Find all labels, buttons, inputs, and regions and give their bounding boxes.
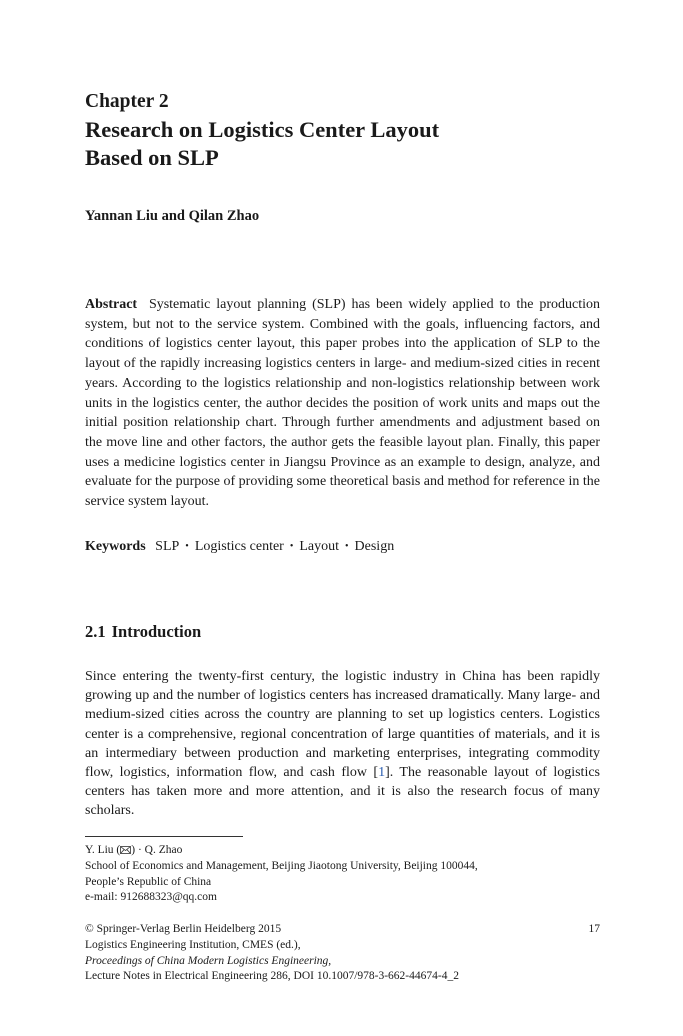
copyright-block bbox=[85, 922, 600, 985]
chapter-label: Chapter 2 bbox=[85, 91, 169, 112]
keyword-item: Layout bbox=[299, 539, 340, 554]
keyword-separator-dot: • bbox=[345, 541, 349, 553]
footnote-author-text: Y. Liu ( bbox=[85, 844, 121, 856]
keywords bbox=[85, 537, 394, 556]
abstract bbox=[85, 295, 600, 512]
chapter-title-line-1: Research on Logistics Center Layout bbox=[85, 117, 440, 142]
footnote-affiliation: School of Economics and Management, Beijing Jiaotong University, Beijing 100044, bbox=[85, 859, 478, 872]
section-title: Introduction bbox=[111, 622, 202, 641]
abstract-label: Abstract bbox=[85, 297, 138, 312]
keyword-item: SLP bbox=[155, 539, 180, 554]
keyword-item: Logistics center bbox=[194, 539, 284, 554]
footnote-country: People’s Republic of China bbox=[85, 875, 212, 888]
author-list: Yannan Liu and Qilan Zhao bbox=[85, 208, 260, 224]
abstract-text: Systematic layout planning (SLP) has been widely applied to the production system, but not to the service system. Combined with the goals, influencing factors, and conditions of logistics center layout, this paper probes into the application of SLP to the layout of the rapidly increasing logistics centers in large- and medium-sized cities in recent years. According to the logistics relationship and non-logistics relationship between work units in the logistics center, the author decides the position of work units and maps out the initial position relationship chart. Through further amendments and adjustment based on the move line and other factors, the author gets the feasible layout plan. Finally, this paper uses a medicine logistics center in Jiangsu Province as an example to design, analyze, and evaluate for the purpose of providing some theoretical basis and method for reference in the service system layout. bbox=[85, 297, 600, 510]
copyright-line: Proceedings of China Modern Logistics Engineering, bbox=[85, 954, 332, 967]
section-number: 2.1 bbox=[85, 622, 106, 641]
intro-text: ]. The reasonable layout of logistics centers has taken more and more attention, and it is also the research focus of many scholars. bbox=[85, 765, 600, 819]
footnote-author-text: ) · Q. Zhao bbox=[131, 844, 183, 856]
intro-text: Since entering the twenty-first century, the logistic industry in China has been rapidly growing up and the number of logistics centers has increased dramatically. Many large- and medium-sized cities across the country are planning to set up logistics centers. Logistics center is a comprehensive, regional concentration of large quantities of materials, and it is an intermediary between production and marketing enterprises, integrating commodity flow, logistics, information flow, and cash flow [ bbox=[85, 669, 600, 781]
keywords-label: Keywords bbox=[85, 539, 146, 554]
chapter-title bbox=[85, 116, 600, 172]
copyright-line: Logistics Engineering Institution, CMES (ed.), bbox=[85, 938, 301, 951]
copyright-line: Lecture Notes in Electrical Engineering 286, DOI 10.1007/978-3-662-44674-4_2 bbox=[85, 970, 459, 983]
footnote-email: e-mail: 912688323@qq.com bbox=[85, 891, 217, 904]
keyword-separator-dot: • bbox=[185, 541, 189, 553]
keyword-item: Design bbox=[354, 539, 395, 554]
footnote-divider bbox=[85, 836, 243, 837]
footnote-authors bbox=[85, 843, 600, 859]
citation-link[interactable]: 1 bbox=[378, 765, 386, 781]
author-footnote bbox=[85, 843, 600, 906]
section-heading bbox=[85, 621, 201, 643]
copyright-line: © Springer-Verlag Berlin Heidelberg 2015 bbox=[85, 923, 282, 935]
chapter-title-line-2: Based on SLP bbox=[85, 145, 219, 170]
page-number: 17 bbox=[588, 923, 600, 935]
keyword-separator-dot: • bbox=[289, 541, 294, 553]
intro-paragraph bbox=[85, 667, 600, 821]
envelope-icon bbox=[120, 846, 131, 854]
